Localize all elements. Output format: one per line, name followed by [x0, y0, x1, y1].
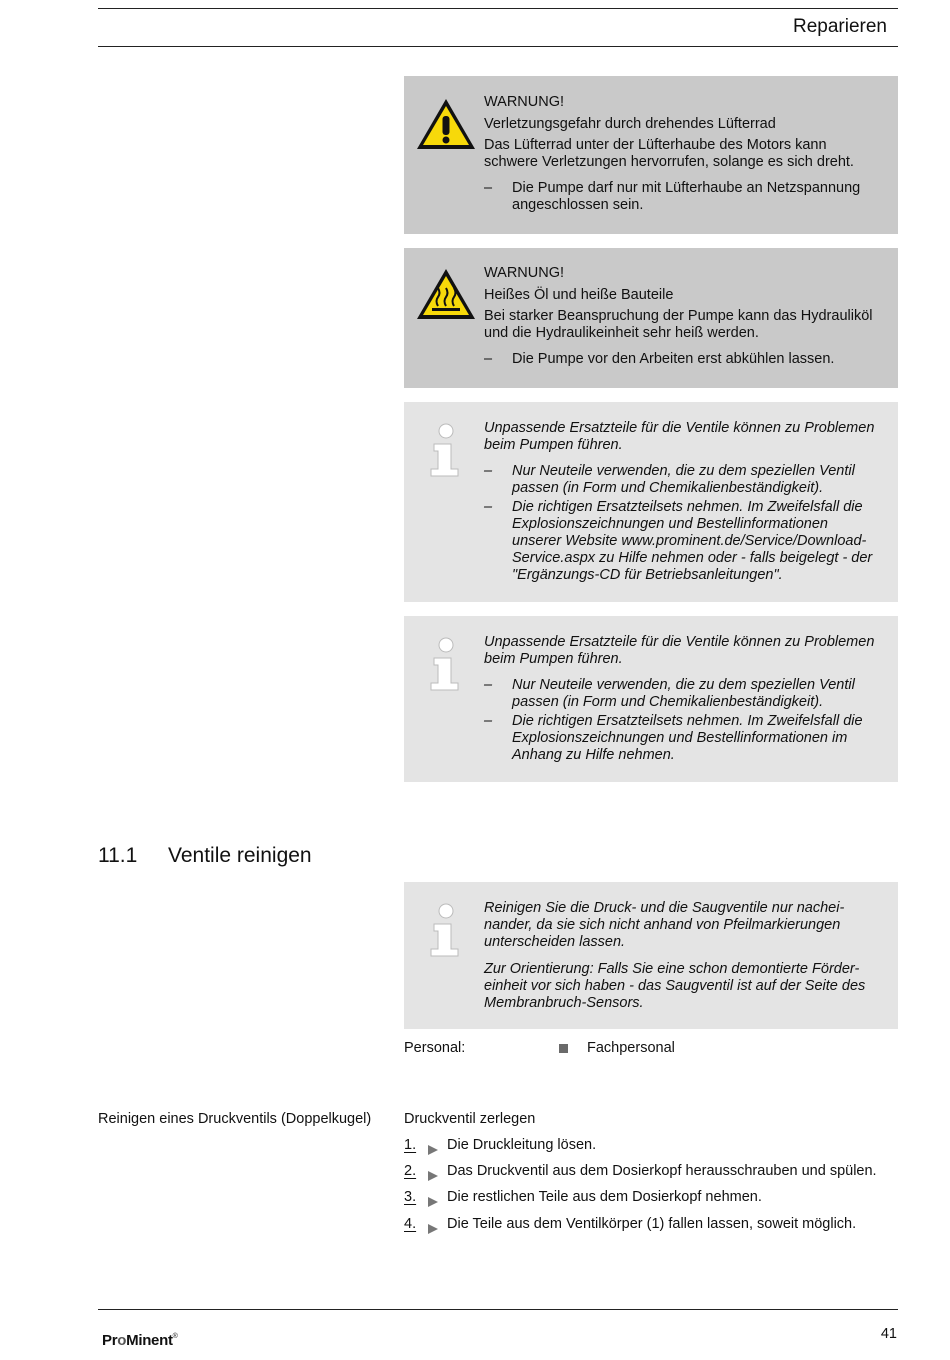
- warning-signal-word: WARNUNG!: [484, 94, 565, 110]
- info-box-valve-orientation: [404, 882, 898, 1029]
- info-text-line: unterscheiden lassen.: [484, 934, 626, 950]
- info-text-line: einheit vor sich haben - das Saugventil ist auf der Seite des: [484, 978, 866, 994]
- info-text-line: Membranbruch-Sensors.: [484, 995, 644, 1011]
- info-icon: [422, 900, 470, 960]
- logo-registered-mark: ®: [172, 1333, 178, 1340]
- warning-instruction: – Die Pumpe vor den Arbeiten erst abkühlen lassen.: [484, 351, 888, 368]
- step-number: 2.: [404, 1163, 417, 1179]
- step-text: Die Druckleitung lösen.: [447, 1137, 597, 1153]
- step-arrow-icon: [428, 1171, 438, 1181]
- step-number: 3.: [404, 1189, 417, 1205]
- header-bottom-rule: [98, 46, 898, 47]
- info-text-line: beim Pumpen führen.: [484, 437, 623, 453]
- procedure-step: [404, 1137, 898, 1157]
- info-text-line: nander, da sie sich nicht anhand von Pfeilmarkierungen: [484, 917, 841, 933]
- info-text-line: Zur Orientierung: Falls Sie eine schon demontierte Förder-: [484, 961, 860, 977]
- procedure-title: Druckventil zerlegen: [404, 1111, 536, 1127]
- info-bullet-line: Die richtigen Ersatzteilsets nehmen. Im Zweifelsfall die: [512, 499, 863, 515]
- warning-instruction-line: Die Pumpe vor den Arbeiten erst abkühlen lassen.: [512, 351, 835, 367]
- logo-part: Minent: [126, 1332, 173, 1349]
- info-text-line: Unpassende Ersatzteile für die Ventile können zu Problemen: [484, 634, 875, 650]
- info-bullet-line: unserer Website www.prominent.de/Service/Download-: [512, 533, 867, 549]
- warning-signal-word: WARNUNG!: [484, 265, 565, 281]
- warning-instruction-line: Die Pumpe darf nur mit Lüfterhaube an Netzspannung: [512, 180, 861, 196]
- warning-text-line: schwere Verletzungen hervorrufen, solange es sich dreht.: [484, 154, 854, 170]
- info-bullet-line: Nur Neuteile verwenden, die zu dem speziellen Ventil: [512, 677, 855, 693]
- warning-box-fan: [404, 76, 898, 234]
- logo-part: Pr: [102, 1332, 118, 1349]
- info-bullet-line: Die richtigen Ersatzteilsets nehmen. Im Zweifelsfall die: [512, 713, 863, 729]
- warning-instruction: – Die Pumpe darf nur mit Lüfterhaube an Netzspannung angeschlossen sein.: [484, 180, 888, 214]
- warning-title: Heißes Öl und heiße Bauteile: [484, 287, 674, 303]
- info-bullet-line: Nur Neuteile verwenden, die zu dem speziellen Ventil: [512, 463, 855, 479]
- procedure-step: [404, 1189, 898, 1209]
- warning-text-line: Das Lüfterrad unter der Lüfterhaube des Motors kann: [484, 137, 827, 153]
- info-bullet-line: passen (in Form und Chemikalienbeständigkeit).: [512, 694, 824, 710]
- info-bullet-line: Explosionszeichnungen und Bestellinformationen im: [512, 730, 848, 746]
- square-bullet-icon: [559, 1044, 568, 1053]
- info-bullet-line: Service.aspx zu Hilfe nehmen oder - falls beigelegt - der: [512, 550, 873, 566]
- info-bullet: – Nur Neuteile verwenden, die zu dem speziellen Ventil passen (in Form und Chemikalienbeständigkeit).: [484, 677, 888, 711]
- info-box-spare-parts-appendix: [404, 616, 898, 782]
- info-text-line: Reinigen Sie die Druck- und die Saugventile nur nachei-: [484, 900, 845, 916]
- personal-value: Fachpersonal: [587, 1040, 675, 1056]
- step-arrow-icon: [428, 1145, 438, 1155]
- personal-label: Personal:: [404, 1040, 466, 1056]
- section-title: Ventile reinigen: [168, 844, 312, 867]
- procedure-step: [404, 1216, 898, 1236]
- header-top-rule: [98, 8, 898, 9]
- footer-rule: [98, 1309, 898, 1310]
- warning-triangle-icon: [414, 96, 478, 152]
- side-heading: Reinigen eines Druckventils (Doppelkugel): [98, 1111, 372, 1127]
- info-icon: [422, 634, 470, 694]
- step-text: Die Teile aus dem Ventilkörper (1) fallen lassen, soweit möglich.: [447, 1216, 857, 1232]
- step-text: Die restlichen Teile aus dem Dosierkopf nehmen.: [447, 1189, 762, 1205]
- warning-text-line: und die Hydraulikeinheit sehr heiß werden.: [484, 325, 759, 341]
- info-bullet: – Die richtigen Ersatzteilsets nehmen. Im Zweifelsfall die Explosionszeichnungen und Bestellinformationen unserer Website www.prominent.de/Service/Download- Service.aspx zu Hilfe nehmen oder - falls beigelegt - der "Ergänzungs-CD für Betriebsanleitungen".: [484, 499, 888, 584]
- info-icon: [422, 420, 470, 480]
- info-bullet-line: Explosionszeichnungen und Bestellinformationen: [512, 516, 828, 532]
- section-number: 11.1: [98, 844, 138, 867]
- info-bullet: – Die richtigen Ersatzteilsets nehmen. Im Zweifelsfall die Explosionszeichnungen und Bestellinformationen im Anhang zu Hilfe nehmen.: [484, 713, 888, 764]
- warning-title: Verletzungsgefahr durch drehendes Lüfterrad: [484, 116, 776, 132]
- info-text-line: Unpassende Ersatzteile für die Ventile können zu Problemen: [484, 420, 875, 436]
- info-bullet-line: Anhang zu Hilfe nehmen.: [512, 747, 675, 763]
- step-number: 4.: [404, 1216, 417, 1232]
- step-arrow-icon: [428, 1224, 438, 1234]
- step-text: Das Druckventil aus dem Dosierkopf herausschrauben und spülen.: [447, 1163, 877, 1179]
- info-bullet: – Nur Neuteile verwenden, die zu dem speziellen Ventil passen (in Form und Chemikalienbeständigkeit).: [484, 463, 888, 497]
- warning-instruction-line: angeschlossen sein.: [512, 197, 644, 213]
- step-arrow-icon: [428, 1197, 438, 1207]
- step-number: 1.: [404, 1137, 417, 1153]
- prominent-logo: [102, 1328, 178, 1349]
- info-bullet-line: "Ergänzungs-CD für Betriebsanleitungen".: [512, 567, 783, 583]
- procedure-step: [404, 1163, 898, 1183]
- info-bullet-line: passen (in Form und Chemikalienbeständigkeit).: [512, 480, 824, 496]
- hot-surface-icon: [414, 266, 478, 322]
- logo-part: o: [117, 1332, 127, 1349]
- page-header-title: Reparieren: [793, 16, 887, 37]
- warning-text-line: Bei starker Beanspruchung der Pumpe kann das Hydrauliköl: [484, 308, 873, 324]
- page-number: 41: [880, 1326, 897, 1342]
- warning-box-hot-oil: [404, 248, 898, 388]
- info-text-line: beim Pumpen führen.: [484, 651, 623, 667]
- info-box-spare-parts-website: [404, 402, 898, 602]
